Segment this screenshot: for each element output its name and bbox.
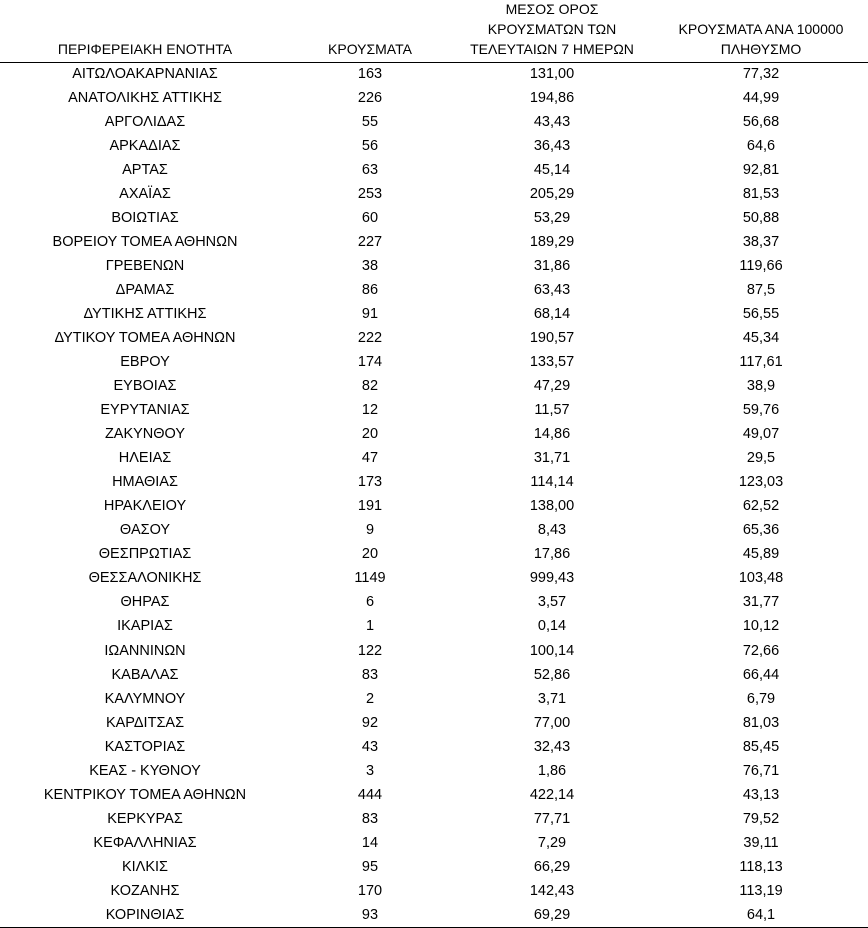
cell-avg7: 190,57	[529, 330, 575, 347]
table-row	[0, 711, 868, 735]
cell-avg7: 999,43	[529, 570, 575, 587]
cell-cases: 163	[357, 66, 383, 83]
cell-region: ΑΧΑΪΑΣ	[119, 186, 171, 203]
table-row	[0, 567, 868, 591]
table-row	[0, 231, 868, 255]
cell-region: ΚΑΣΤΟΡΙΑΣ	[104, 738, 186, 755]
cell-region: ΓΡΕΒΕΝΩΝ	[105, 258, 185, 275]
table-row	[0, 399, 868, 423]
cell-cases: 444	[357, 786, 383, 803]
cell-cases: 95	[361, 858, 379, 875]
cell-region: ΚΟΡΙΝΘΙΑΣ	[0, 903, 290, 928]
cell-cases: 93	[290, 903, 450, 928]
cell-cases: 56	[361, 138, 379, 155]
cell-avg7: 194,86	[529, 90, 575, 107]
cell-cases: 12	[361, 402, 379, 419]
cell-cases: 38	[361, 258, 379, 275]
table-row	[0, 879, 868, 903]
cell-region: ΑΡΚΑΔΙΑΣ	[109, 138, 181, 155]
cell-avg7: 422,14	[529, 786, 575, 803]
cell-cases: 60	[361, 210, 379, 227]
cell-cases: 83	[361, 810, 379, 827]
cell-region: ΚΕΝΤΡΙΚΟΥ ΤΟΜΕΑ ΑΘΗΝΩΝ	[43, 786, 247, 803]
cell-region: ΙΩΑΝΝΙΝΩΝ	[104, 642, 186, 659]
cell-avg7: 31,86	[533, 258, 571, 275]
cell-avg7: 3,57	[537, 594, 567, 611]
cell-avg7: 45,14	[533, 162, 571, 179]
table-row	[0, 831, 868, 855]
cell-per100k: 6,79	[746, 690, 776, 707]
cell-region: ΖΑΚΥΝΘΟΥ	[104, 426, 186, 443]
cell-per100k: 72,66	[742, 642, 780, 659]
table-row	[0, 279, 868, 303]
column-header-avg7-line-3: ΤΕΛΕΥΤΑΙΩΝ 7 ΗΜΕΡΩΝ	[470, 40, 634, 57]
cell-per100k: 45,89	[742, 546, 780, 563]
cell-cases: 191	[357, 498, 383, 515]
cell-per100k: 118,13	[739, 858, 783, 875]
cell-cases: 1	[365, 618, 375, 635]
cell-cases: 3	[365, 762, 375, 779]
cell-avg7: 77,00	[533, 714, 571, 731]
cell-region: ΔΡΑΜΑΣ	[115, 282, 175, 299]
cell-per100k: 64,6	[746, 138, 776, 155]
cell-per100k: 92,81	[742, 162, 780, 179]
column-header-per100k-line-2: ΠΛΗΘΥΣΜΟ	[720, 40, 802, 57]
cell-per100k: 119,66	[739, 258, 783, 275]
table-row	[0, 855, 868, 879]
table-row	[0, 423, 868, 447]
column-header-avg7	[450, 0, 654, 62]
column-header-per100k-line-1: ΚΡΟΥΣΜΑΤΑ ΑΝΑ 100000	[678, 20, 844, 37]
cell-per100k: 113,19	[739, 882, 783, 899]
cell-per100k: 56,55	[742, 306, 780, 323]
cell-region: ΕΥΒΟΙΑΣ	[113, 378, 177, 395]
cell-region: ΕΥΡΥΤΑΝΙΑΣ	[100, 402, 190, 419]
table-row	[0, 207, 868, 231]
cell-cases: 83	[361, 666, 379, 683]
cell-region: ΚΕΑΣ - ΚΥΘΝΟΥ	[89, 762, 201, 779]
cell-region: ΔΥΤΙΚΟΥ ΤΟΜΕΑ ΑΘΗΝΩΝ	[54, 330, 236, 347]
cell-region: ΒΟΙΩΤΙΑΣ	[111, 210, 179, 227]
cell-region: ΒΟΡΕΙΟΥ ΤΟΜΕΑ ΑΘΗΝΩΝ	[52, 234, 238, 251]
table-row	[0, 375, 868, 399]
cell-per100k: 87,5	[746, 282, 776, 299]
cell-avg7: 0,14	[537, 618, 567, 635]
cell-per100k: 76,71	[742, 762, 780, 779]
table-row	[0, 759, 868, 783]
cell-avg7: 69,29	[450, 903, 654, 928]
cell-cases: 122	[357, 642, 383, 659]
cell-cases: 170	[357, 882, 383, 899]
cell-region: ΙΚΑΡΙΑΣ	[117, 618, 173, 635]
cell-cases: 91	[361, 306, 379, 323]
cell-per100k: 77,32	[742, 66, 780, 83]
table-row	[0, 639, 868, 663]
cell-cases: 63	[361, 162, 379, 179]
table-row	[0, 783, 868, 807]
cell-per100k: 79,52	[742, 810, 780, 827]
cell-region: ΗΡΑΚΛΕΙΟΥ	[103, 498, 187, 515]
table-row	[0, 327, 868, 351]
cell-avg7: 1,86	[537, 762, 567, 779]
cell-region: ΚΕΡΚΥΡΑΣ	[107, 810, 183, 827]
cell-cases: 226	[357, 90, 383, 107]
table-row	[0, 519, 868, 543]
table-row	[0, 807, 868, 831]
cell-region: ΑΙΤΩΛΟΑΚΑΡΝΑΝΙΑΣ	[72, 66, 218, 83]
cell-region: ΗΛΕΙΑΣ	[118, 450, 172, 467]
cell-region: ΘΕΣΠΡΩΤΙΑΣ	[98, 546, 192, 563]
table-row	[0, 471, 868, 495]
cell-region: ΘΑΣΟΥ	[119, 522, 171, 539]
cell-cases: 227	[357, 234, 383, 251]
cell-avg7: 43,43	[533, 114, 571, 131]
cell-region: ΑΡΤΑΣ	[122, 162, 168, 179]
cell-region: ΚΕΦΑΛΛΗΝΙΑΣ	[93, 834, 197, 851]
cell-region: ΘΗΡΑΣ	[120, 594, 170, 611]
table-row	[0, 303, 868, 327]
table-row	[0, 495, 868, 519]
column-header-avg7-line-2: ΚΡΟΥΣΜΑΤΩΝ ΤΩΝ	[487, 20, 617, 37]
cell-per100k: 10,12	[742, 618, 780, 635]
table-row	[0, 687, 868, 711]
cell-region: ΚΑΛΥΜΝΟΥ	[104, 690, 186, 707]
cell-avg7: 138,00	[529, 498, 575, 515]
cell-avg7: 14,86	[533, 426, 571, 443]
cell-cases: 6	[365, 594, 375, 611]
table-row	[0, 62, 868, 87]
cell-avg7: 66,29	[533, 858, 571, 875]
cell-per100k: 39,11	[743, 834, 779, 851]
cell-cases: 174	[357, 354, 383, 371]
cell-avg7: 36,43	[533, 138, 571, 155]
cell-avg7: 114,14	[530, 474, 574, 491]
cell-avg7: 32,43	[533, 738, 571, 755]
cell-cases: 82	[361, 378, 379, 395]
cell-cases: 86	[361, 282, 379, 299]
cell-per100k: 49,07	[742, 426, 780, 443]
table-row	[0, 591, 868, 615]
table-row	[0, 351, 868, 375]
cell-cases: 173	[357, 474, 383, 491]
table-row	[0, 111, 868, 135]
cell-per100k: 81,53	[742, 186, 780, 203]
cell-avg7: 52,86	[533, 666, 571, 683]
cell-avg7: 100,14	[529, 642, 575, 659]
table-header-row	[0, 0, 868, 62]
table-row	[0, 87, 868, 111]
cell-per100k: 59,76	[742, 402, 780, 419]
cell-avg7: 31,71	[533, 450, 571, 467]
column-header-cases	[290, 0, 450, 62]
column-header-avg7-line-1: ΜΕΣΟΣ ΟΡΟΣ	[505, 1, 599, 17]
cell-region: ΗΜΑΘΙΑΣ	[112, 474, 178, 491]
table-row	[0, 543, 868, 567]
cell-cases: 14	[361, 834, 379, 851]
cell-avg7: 63,43	[533, 282, 571, 299]
cell-region: ΕΒΡΟΥ	[120, 354, 170, 371]
column-header-cases-line-1: ΚΡΟΥΣΜΑΤΑ	[328, 40, 412, 57]
table-row	[0, 135, 868, 159]
cell-avg7: 142,43	[529, 882, 575, 899]
cell-cases: 20	[361, 546, 379, 563]
cell-cases: 2	[365, 690, 375, 707]
cell-per100k: 38,9	[746, 378, 776, 395]
cell-cases: 222	[357, 330, 383, 347]
cell-region: ΑΝΑΤΟΛΙΚΗΣ ΑΤΤΙΚΗΣ	[68, 90, 222, 107]
cell-region: ΑΡΓΟΛΙΔΑΣ	[104, 114, 186, 131]
table-body	[0, 62, 868, 928]
cell-avg7: 68,14	[533, 306, 571, 323]
column-header-region-line-1: ΠΕΡΙΦΕΡΕΙΑΚΗ ΕΝΟΤΗΤΑ	[57, 40, 233, 57]
cell-avg7: 77,71	[533, 810, 571, 827]
cell-avg7: 53,29	[533, 210, 571, 227]
cell-cases: 47	[361, 450, 379, 467]
cell-cases: 20	[361, 426, 379, 443]
cell-avg7: 3,71	[537, 690, 567, 707]
table-row	[0, 447, 868, 471]
cell-per100k: 43,13	[742, 786, 780, 803]
cell-per100k: 50,88	[742, 210, 780, 227]
cell-cases: 253	[357, 186, 383, 203]
cell-cases: 9	[365, 522, 375, 539]
cell-avg7: 11,57	[534, 402, 570, 419]
cell-per100k: 123,03	[738, 474, 784, 491]
cell-per100k: 85,45	[742, 738, 780, 755]
cell-per100k: 45,34	[742, 330, 780, 347]
table-row	[0, 255, 868, 279]
cell-avg7: 8,43	[537, 522, 567, 539]
cell-per100k: 117,61	[739, 354, 783, 371]
cell-region: ΚΙΛΚΙΣ	[121, 858, 169, 875]
cell-per100k: 62,52	[742, 498, 780, 515]
cell-region: ΚΑΒΑΛΑΣ	[111, 666, 179, 683]
cell-region: ΔΥΤΙΚΗΣ ΑΤΤΙΚΗΣ	[83, 306, 207, 323]
column-header-region	[0, 0, 290, 62]
table-header	[0, 0, 868, 62]
cell-per100k: 31,77	[742, 594, 780, 611]
cell-per100k: 38,37	[742, 234, 780, 251]
cell-avg7: 205,29	[529, 186, 575, 203]
column-header-per100k	[654, 0, 868, 62]
table-row	[0, 183, 868, 207]
table-row	[0, 159, 868, 183]
cell-avg7: 131,00	[529, 66, 575, 83]
cell-region: ΚΟΖΑΝΗΣ	[110, 882, 180, 899]
cell-per100k: 66,44	[742, 666, 780, 683]
cell-avg7: 47,29	[533, 378, 571, 395]
cell-per100k: 65,36	[742, 522, 780, 539]
cell-region: ΘΕΣΣΑΛΟΝΙΚΗΣ	[88, 570, 202, 587]
cell-cases: 55	[361, 114, 379, 131]
cell-cases: 92	[361, 714, 379, 731]
table-row	[0, 663, 868, 687]
cell-region: ΚΑΡΔΙΤΣΑΣ	[105, 714, 185, 731]
cell-per100k: 64,1	[654, 903, 868, 928]
table-row	[0, 903, 868, 928]
cell-per100k: 81,03	[742, 714, 780, 731]
cell-avg7: 7,29	[537, 834, 567, 851]
cell-per100k: 103,48	[738, 570, 784, 587]
table-row	[0, 735, 868, 759]
cell-cases: 1149	[354, 570, 386, 587]
table-row	[0, 615, 868, 639]
cell-avg7: 189,29	[529, 234, 575, 251]
cell-avg7: 17,86	[533, 546, 571, 563]
cell-per100k: 56,68	[742, 114, 780, 131]
cell-per100k: 29,5	[746, 450, 776, 467]
cell-avg7: 133,57	[529, 354, 575, 371]
cell-cases: 43	[361, 738, 379, 755]
cell-per100k: 44,99	[742, 90, 780, 107]
